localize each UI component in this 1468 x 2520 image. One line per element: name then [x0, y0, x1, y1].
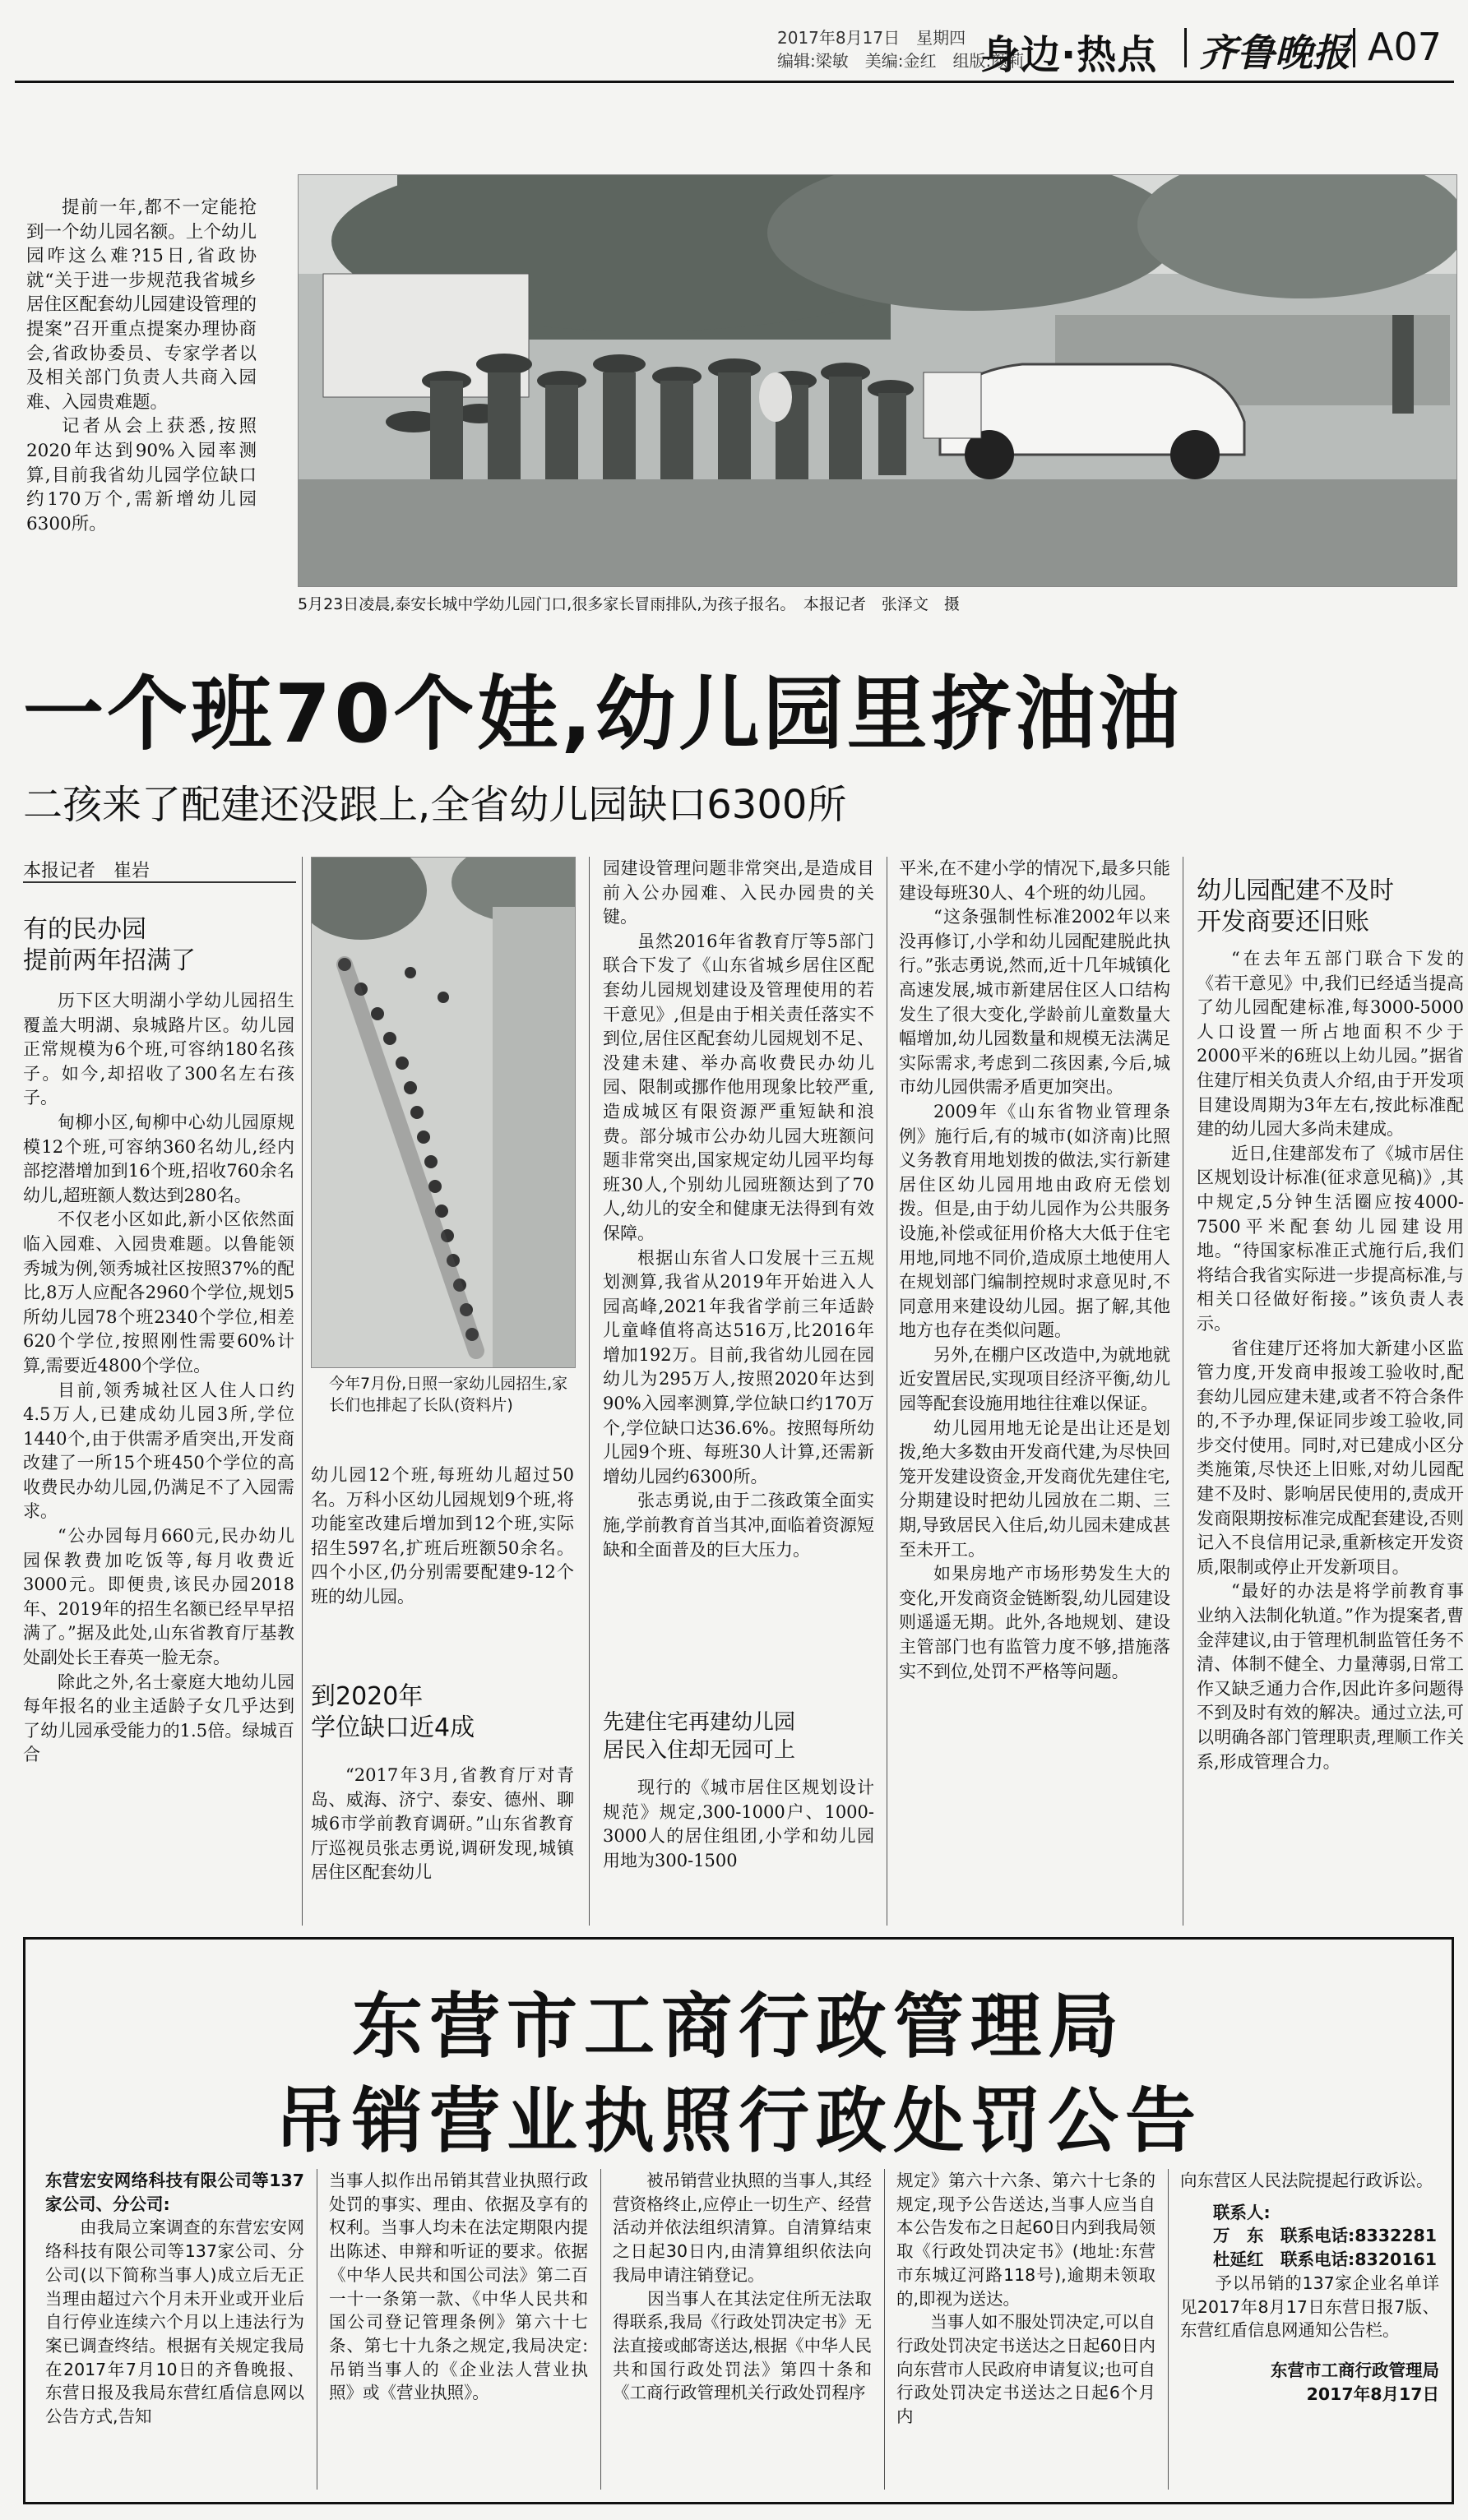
paragraph: 虽然2016年省教育厅等5部门联合下发了《山东省城乡居住区配套幼儿园规划建设及管理使用的若干意见》,但是由于相关责任落实不到位,居住区配套幼儿园规划不足、没建未建、举办高收费民办幼儿园、限制或挪作他用现象比较严重,造成城区有限资源严重短缺和浪费。部分城市公办幼儿园大班额问题非常突出,国家规定幼儿园平均每班30人,个别幼儿园班额达到了70人,幼儿的安全和健康无法得到有效保障。: [603, 931, 874, 1243]
notice-paragraph: 由我局立案调查的东营宏安网络科技有限公司等137家公司、分公司(以下简称当事人)成立后无正当理由超过六个月未开业或开业后自行停业连续六个月以上违法行为案已调查终结。根据有关规定我局在2017年7月10日的齐鲁晚报、东营日报及我局东营红盾信息网以公告方式,告知: [45, 2217, 304, 2427]
paragraph: 省住建厅还将加大新建小区监管力度,开发商申报竣工验收时,配套幼儿园应建未建,或者不符合条件的,不予办理,保证同步竣工验收,同步交付使用。同时,对已建成小区分类施策,尽快还上旧账,对幼儿园配建不及时、影响居民使用的,责成开发商限期按标准完成配套建设,否则记入不良信用记录,重新核定开发资质,限制或停止开发新项目。: [1197, 1338, 1464, 1577]
paragraph: 甸柳小区,甸柳中心幼儿园原规模12个班,可容纳360名幼儿,经内部挖潜增加到16个班,招收760余名幼儿,超班额人数达到280名。: [23, 1112, 294, 1205]
issue-date: 2017年8月17日 星期四: [777, 28, 966, 48]
paragraph: 根据山东省人口发展十三五规划测算,我省从2019年开始进入人园高峰,2021年我省学前三年适龄儿童峰值将高达516万,比2016年增加192万。目前,我省幼儿园在园幼儿为295万人,按照2020年达到90%入园率测算,学位缺口约170万个,学位缺口达36.6%。按照每所幼儿园9个班、每班30人计算,还需新增幼儿园约6300所。: [603, 1247, 874, 1487]
news-photo-parents-queue: [311, 857, 576, 1368]
notice-title: 东营市工商行政管理局: [352, 1985, 1125, 2068]
lead-paragraph: 提前一年,都不一定能抢到一个幼儿园名额。上个幼儿园咋这么难?15日,省政协就“关于进一步规范我省城乡居住区配套幼儿园建设管理的提案”召开重点提案办理协商会,省政协委员、专家学者以及相关部门负责人共商入园难、入园贵难题。: [26, 197, 257, 413]
paragraph: 张志勇说,由于二孩政策全面实施,学前教育首当其冲,面临着资源短缺和全面普及的巨大压力。: [603, 1491, 874, 1560]
notice-addressee: 东营宏安网络科技有限公司等137家公司、分公司:: [45, 2171, 304, 2214]
notice-column: [329, 2169, 588, 2498]
article-column: [899, 857, 1170, 1921]
paragraph: 历下区大明湖小学幼儿园招生覆盖大明湖、泉城路片区。幼儿园正常规模为6个班,可容纳180名孩子。如今,却招收了300名左右孩子。: [23, 991, 294, 1108]
paragraph: 平米,在不建小学的情况下,最多只能建设每班30人、4个班的幼儿园。: [899, 858, 1170, 903]
column-rule: [589, 857, 590, 1926]
subsection-heading: 幼儿园配建不及时 开发商要还旧账: [1197, 876, 1394, 936]
notice-paragraph: 当事人拟作出吊销其营业执照行政处罚的事实、理由、依据及享有的权利。当事人均未在法定期限内提出陈述、申辩和听证的要求。依据《中华人民共和国公司法》第二百一十一条第一款、《中华人民共和国公司登记管理条例》第六十七条、第七十九条之规定,我局决定:吊销当事人的《企业法人营业执照》或《营业执照》。: [329, 2171, 588, 2403]
paragraph: 目前,领秀城社区人住人口约4.5万人,已建成幼儿园3所,学位1440个,由于供需矛盾突出,开发商改建了一所15个班450个学位的高收费民办幼儿园,仍满足不了入园需求。: [23, 1380, 294, 1522]
paragraph: 近日,住建部发布了《城市居住区规划设计标准(征求意见稿)》,其中规定,5分钟生活圈应按4000-7500平米配套幼儿园建设用地。“待国家标准正式施行后,我们将结合我省实际进一步提高标准,与相关口径做好衔接。”该负责人表示。: [1197, 1143, 1464, 1334]
article-column: [311, 1764, 574, 1920]
paragraph: 幼儿园用地无论是出让还是划拨,绝大多数由开发商代建,为尽快回笼开发建设资金,开发商优先建住宅,分期建设时把幼儿园放在二期、三期,导致居民入住后,幼儿园未建成甚至未开工。: [899, 1417, 1170, 1560]
column-rule: [884, 2169, 885, 2490]
notice-paragraph: 予以吊销的137家企业名单详见2017年8月17日东营日报7版、东营红盾信息网通知公告栏。: [1180, 2273, 1439, 2341]
notice-signature: 东营市工商行政管理局: [1271, 2360, 1439, 2380]
paragraph: 不仅老小区如此,新小区依然面临入园难、入园贵难题。以鲁能领秀城为例,领秀城社区按照37%的配比,8万人应配各2960个学位,规划5所幼儿园78个班2340个学位,相差620个学位,按照刚性需要60%计算,需要近4800个学位。: [23, 1209, 294, 1376]
photo-illustration: [299, 175, 1456, 586]
notice-subtitle: 吊销营业执照行政处罚公告: [275, 2079, 1202, 2162]
contacts-label: 联系人:: [1213, 2202, 1271, 2222]
subsection-heading: 到2020年 学位缺口近4成: [311, 1682, 475, 1742]
lead-paragraph: 记者从会上获悉,按照2020年达到90%入园率测算,目前我省幼儿园学位缺口约170万个,需新增幼儿园6300所。: [26, 416, 257, 534]
contact-line: 杜延红 联系电话:8320161: [1213, 2250, 1438, 2270]
photo-illustration: [312, 858, 575, 1367]
subheadline: 二孩来了配建还没跟上,全省幼儿园缺口6300所: [23, 782, 847, 828]
article-column: [23, 989, 294, 1922]
header-rule: [15, 81, 1454, 83]
article-column: [311, 1463, 574, 1644]
paragraph: 幼儿园12个班,每班幼儿超过50名。万科小区幼儿园规划9个班,将功能室改建后增加到12个班,实际招生597名,扩班后班额50余名。四个小区,仍分别需要配建9-12个班的幼儿园。: [311, 1465, 574, 1607]
article-column: [603, 1776, 874, 1920]
column-rule: [600, 2169, 601, 2490]
paragraph: 除此之外,名士豪庭大地幼儿园每年报名的业主适龄子女几乎达到了幼儿园承受能力的1.5倍。绿城百合: [23, 1672, 294, 1765]
photo-caption: 今年7月份,日照一家幼儿园招生,家长们也排起了长队(资料片): [329, 1375, 568, 1414]
lead-summary: [26, 196, 257, 536]
contact-line: 万 东 联系电话:8332281: [1213, 2226, 1438, 2246]
paragraph: “最好的办法是将学前教育事业纳入法制化轨道。”作为提案者,曹金萍建议,由于管理机制监管任务不清、体制不健全、力量薄弱,日常工作又缺乏通力合作,因此许多问题得不到及时有效的解决。通过立法,可以明确各部门管理职责,理顺工作关系,形成管理合力。: [1197, 1581, 1464, 1772]
photo-caption: 5月23日凌晨,泰安长城中学幼儿园门口,很多家长冒雨排队,为孩子报名。 本报记者 张泽文 摄: [298, 595, 960, 613]
paragraph: 园建设管理问题非常突出,是造成目前入公办园难、入民办园贵的关键。: [603, 858, 874, 927]
notice-paragraph: 向东营区人民法院提起行政诉讼。: [1180, 2171, 1433, 2190]
notice-column: [1180, 2169, 1439, 2498]
notice-column: [45, 2169, 304, 2498]
article-column: [1197, 947, 1464, 1921]
editor-credits: 编辑:梁敏 美编:金红 组版:颜莉: [777, 51, 1025, 71]
page-number: A07: [1368, 25, 1443, 69]
column-rule: [302, 857, 303, 1926]
notice-column: [896, 2169, 1155, 2498]
column-rule: [1168, 2169, 1169, 2490]
paragraph: “2017年3月,省教育厅对青岛、威海、济宁、泰安、德州、聊城6市学前教育调研。”山东省教育厅巡视员张志勇说,调研发现,城镇居住区配套幼儿: [311, 1765, 574, 1883]
notice-paragraph: 规定》第六十六条、第六十七条的规定,现予公告送达,当事人应当自本公告发布之日起60日内到我局领取《行政处罚决定书》(地址:东营市东城辽河路118号),逾期未领取的,即视为送达。 当事人如不服处罚决定,可以自行政处罚决定书送达之日起60日内向东营市人民政府申请复议;也可自行政处罚决定书送达之日起6个月内: [896, 2171, 1155, 2427]
paragraph: “公办园每月660元,民办幼儿园保教费加吃饭等,每月收费近3000元。即便贵,该民办园2018年、2019年的招生名额已经早早招满了。”据及此处,山东省教育厅基教处副处长王春英一脸无奈。: [23, 1526, 294, 1668]
newspaper-logo: 齐鲁晚报: [1199, 30, 1350, 75]
byline-rule: [23, 881, 296, 883]
paragraph: 2009年《山东省物业管理条例》施行后,有的城市(如济南)比照义务教育用地划拨的做法,实行新建居住区幼儿园用地由政府无偿划拨。但是,由于幼儿园作为公共服务设施,补偿或征用价格大大低于住宅用地,同地不同价,造成原土地使用人在规划部门编制控规时求意见时,不同意用来建设幼儿园。据了解,其他地方也存在类似问题。: [899, 1101, 1170, 1341]
header-divider: [1353, 28, 1355, 67]
notice-column: [613, 2169, 872, 2498]
header-divider: [1184, 28, 1187, 67]
byline: 本报记者 崔岩: [23, 861, 151, 881]
paragraph: 另外,在棚户区改造中,为就地就近安置居民,实现项目经济平衡,幼儿园等配套设施用地往往难以保证。: [899, 1344, 1170, 1414]
paragraph: “在去年五部门联合下发的《若干意见》中,我们已经适当提高了幼儿园配建标准,每3000-5000人口设置一所占地面积不少于2000平米的6班以上幼儿园。”据省住建厅相关负责人介绍,由于开发项目建设周期为3年左右,按此标准配建的幼儿园大多尚未建成。: [1197, 949, 1464, 1140]
section-title: 身边·热点: [980, 32, 1158, 78]
paragraph: 现行的《城市居住区规划设计规范》规定,300-1000户、1000-3000人的居住组团,小学和幼儿园用地为300-1500: [603, 1778, 874, 1870]
paragraph: 如果房地产市场形势发生大的变化,开发商资金链断裂,幼儿园建设则遥遥无期。此外,各地规划、建设主管部门也有监管力度不够,措施落实不到位,处罚不严格等问题。: [899, 1564, 1170, 1681]
notice-paragraph: 被吊销营业执照的当事人,其经营资格终止,应停止一切生产、经营活动并依法组织清算。自清算结束之日起30日内,由清算组织依法向我局申请注销登记。 因当事人在其法定住所无法取得联系,我局《行政处罚决定书》无法直接或邮寄送达,根据《中华人民共和国行政处罚法》第四十条和《工商行政管理机关行政处罚程序: [613, 2171, 872, 2403]
notice-date: 2017年8月17日: [1306, 2384, 1439, 2404]
headline: 一个班70个娃,幼儿园里挤油油: [23, 668, 1183, 761]
news-photo-queue-in-rain: [298, 174, 1457, 587]
subsection-heading: 有的民办园 提前两年招满了: [23, 915, 196, 975]
article-column: [603, 857, 874, 1605]
subsection-heading: 先建住宅再建幼儿园 居民入住却无园可上: [603, 1710, 796, 1763]
paragraph: “这条强制性标准2002年以来没再修订,小学和幼儿园配建脱此执行。”张志勇说,然而,近十几年城镇化高速发展,城市新建居住区人口结构发生了很大变化,学龄前儿童数量大幅增加,幼儿园数量和规模无法满足实际需求,考虑到二孩因素,今后,城市幼儿园供需矛盾更加突出。: [899, 907, 1170, 1098]
